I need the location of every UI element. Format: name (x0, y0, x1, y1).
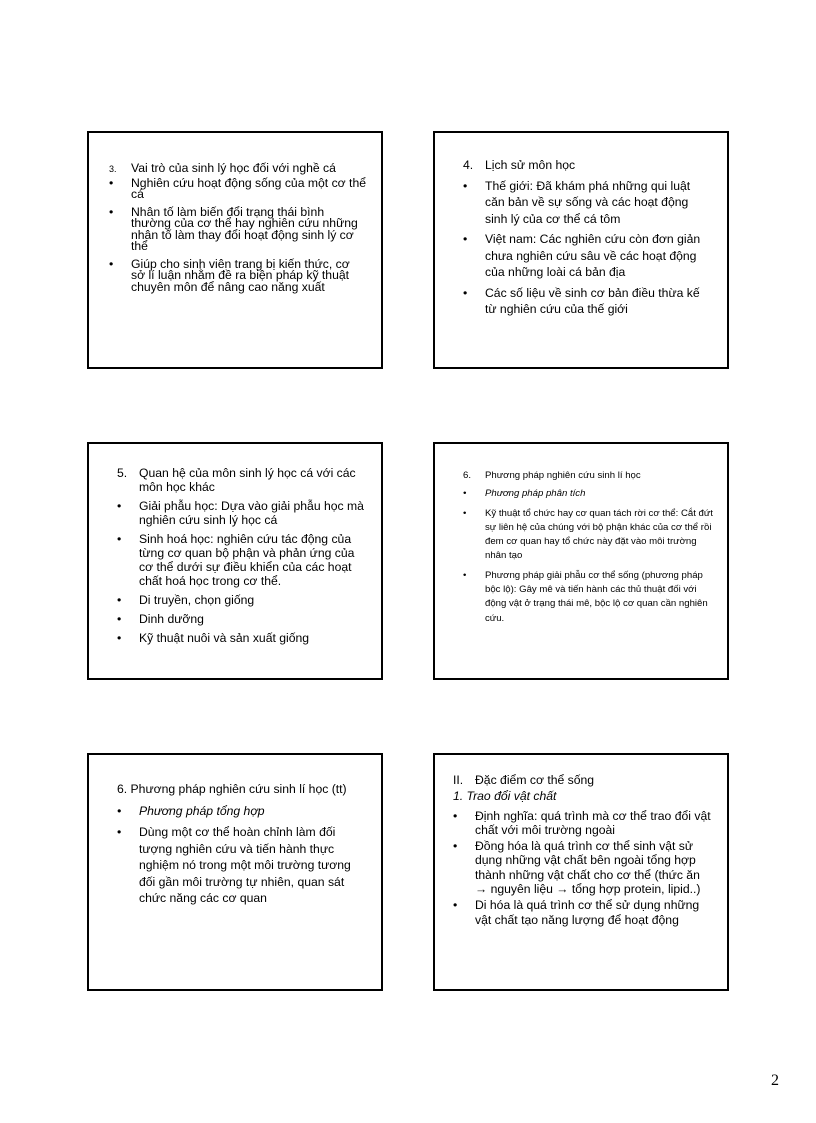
bullet-item (117, 824, 367, 907)
bullet-item (117, 532, 367, 588)
bullet-icon: • (463, 232, 468, 246)
bullet-text: Kỹ thuật nuôi và sản xuất giống (139, 631, 310, 645)
slide-number: II. (453, 773, 464, 787)
slide-6-research-methods (433, 442, 729, 680)
slide-title-text: 6. Phương pháp nghiên cứu sinh lí học (tt) (117, 782, 347, 796)
slide-title (463, 157, 711, 174)
bullet-text: Di hóa là quá trình cơ thể sử dụng những vật chất tạo năng lượng để hoạt động (475, 898, 700, 927)
bullet-icon: • (117, 803, 122, 818)
slide-title-text: Quan hệ của môn sinh lý học cá với các môn học khác (139, 466, 356, 494)
bullet-item (463, 178, 711, 228)
bullet-item (109, 175, 367, 201)
slide-title-text: Đặc điểm cơ thể sống (475, 773, 595, 787)
bullet-icon: • (109, 204, 114, 219)
slide-title (109, 163, 367, 175)
slide-title (453, 773, 713, 787)
bullet-icon: • (109, 256, 114, 271)
bullet-icon: • (117, 499, 122, 513)
bullet-text: Các số liệu về sinh cơ bản điều thừa kế từ nghiên cứu của thế giới (485, 285, 700, 316)
bullet-item (117, 631, 367, 645)
page-number: 2 (771, 1072, 779, 1089)
bullet-text: Sinh hoá học: nghiên cứu tác động của từng cơ quan bộ phận và phản ứng của cơ thể dưới sự điều khiển của các hoạt chất hoá học trong cơ thể. (139, 532, 355, 588)
slide-number: 4. (463, 158, 474, 172)
bullet-icon: • (109, 175, 114, 190)
bullet-item (463, 487, 715, 501)
method-subtitle: Phương pháp phân tích (485, 488, 586, 500)
bullet-icon: • (117, 532, 122, 546)
slide-number: 6. (463, 470, 472, 481)
bullet-item (117, 593, 367, 607)
bullet-icon: • (117, 825, 122, 839)
bullet-item (109, 256, 367, 294)
bullet-item (463, 507, 715, 564)
bullet-text: Dùng một cơ thể hoàn chỉnh làm đối tượng nghiên cứu và tiến hành thực nghiệm nó trong một môi trường tương đối gần môi trường tự nhiên, quan sát chức năng các cơ quan (139, 825, 351, 905)
bullet-item (109, 204, 367, 253)
bullet-text: Thế giới: Đã khám phá những qui luật căn bản về sự sống và các hoạt động sinh lý của cơ thể cá tôm (485, 178, 691, 226)
bullet-item (117, 499, 367, 527)
bullet-icon: • (117, 593, 122, 607)
bullet-icon: • (453, 898, 458, 913)
slide-title (463, 469, 715, 483)
bullet-text: Di truyền, chọn giống (139, 593, 255, 607)
bullet-item (453, 809, 713, 838)
bullet-icon: • (463, 178, 468, 193)
slide-title-text: Phương pháp nghiên cứu sinh lí học (485, 470, 641, 481)
bullet-icon: • (463, 285, 468, 300)
slide-5-related-subjects (87, 442, 383, 680)
slide-number: 5. (117, 466, 128, 480)
slide-4-history (433, 131, 729, 369)
bullet-item (463, 285, 711, 318)
slide-title (117, 466, 367, 494)
bullet-icon: • (117, 612, 122, 626)
bullet-text: Nhân tố làm biến đổi trạng thái bình thường của cơ thể hay nghiên cứu những nhân tố làm thay đổi hoạt động sinh lý cơ thể (131, 204, 358, 253)
slide-title-text: Vai trò của sinh lý học đối với nghề cá (131, 161, 336, 175)
bullet-item (117, 803, 367, 820)
bullet-icon: • (453, 839, 458, 854)
bullet-text: Nghiên cứu hoạt động sống của một cơ thể cá (131, 175, 366, 201)
bullet-text: Định nghĩa: quá trình mà cơ thể trao đổi vật chất với môi trường ngoài (475, 808, 711, 837)
slide-title-text: Lịch sử môn học (485, 158, 576, 172)
bullet-icon: • (463, 488, 467, 500)
bullet-text: Đồng hóa là quá trình cơ thể sinh vật sử dụng những vật chất bên ngoài tổng hợp thành những vật chất cho cơ thể (thức ăn → nguyên liệu → tổng hợp protein, lipid..) (475, 839, 701, 897)
bullet-icon: • (463, 507, 467, 519)
slide-6-research-methods-cont (87, 753, 383, 991)
bullet-item (453, 898, 713, 927)
method-subtitle: Phương pháp tổng hợp (139, 803, 265, 818)
bullet-text: Giải phẫu học: Dựa vào giải phẫu học mà nghiên cứu sinh lý học cá (139, 499, 364, 527)
bullet-text: Giúp cho sinh viên trang bị kiến thức, cơ sở lí luận nhằm đề ra biện pháp kỹ thuật chuyên môn để nâng cao năng xuất (131, 256, 350, 294)
bullet-text: Kỹ thuật tổ chức hay cơ quan tách rời cơ thể: Cắt đứt sự liên hệ của chúng với bộ phận khác của cơ thể rồi đem cơ quan hay tổ chức này đặt vào môi trường nhân tạo (485, 507, 713, 562)
bullet-item (463, 231, 711, 281)
slide-3-role-of-physiology (87, 131, 383, 369)
bullet-text: Dinh dưỡng (139, 612, 204, 626)
bullet-icon: • (453, 808, 458, 823)
bullet-item (453, 839, 713, 896)
slide-title (117, 781, 367, 798)
slide-subtitle: 1. Trao đổi vật chất (453, 789, 557, 804)
bullet-icon: • (463, 569, 467, 581)
bullet-icon: • (117, 631, 122, 645)
bullet-text: Phương pháp giải phẫu cơ thể sống (phương pháp bộc lộ): Gây mê và tiến hành các thủ thuật đối với động vật ở trạng thái mê, bộc lộ cơ quan cần nghiên cứu. (485, 569, 708, 624)
bullet-item (463, 569, 715, 626)
bullet-item (117, 612, 367, 626)
bullet-text: Việt nam: Các nghiên cứu còn đơn giản chưa nghiên cứu sâu về các hoạt động của những loài cá bản địa (485, 232, 701, 279)
slide-ii-living-body-features (433, 753, 729, 991)
slide-number: 3. (109, 164, 117, 174)
